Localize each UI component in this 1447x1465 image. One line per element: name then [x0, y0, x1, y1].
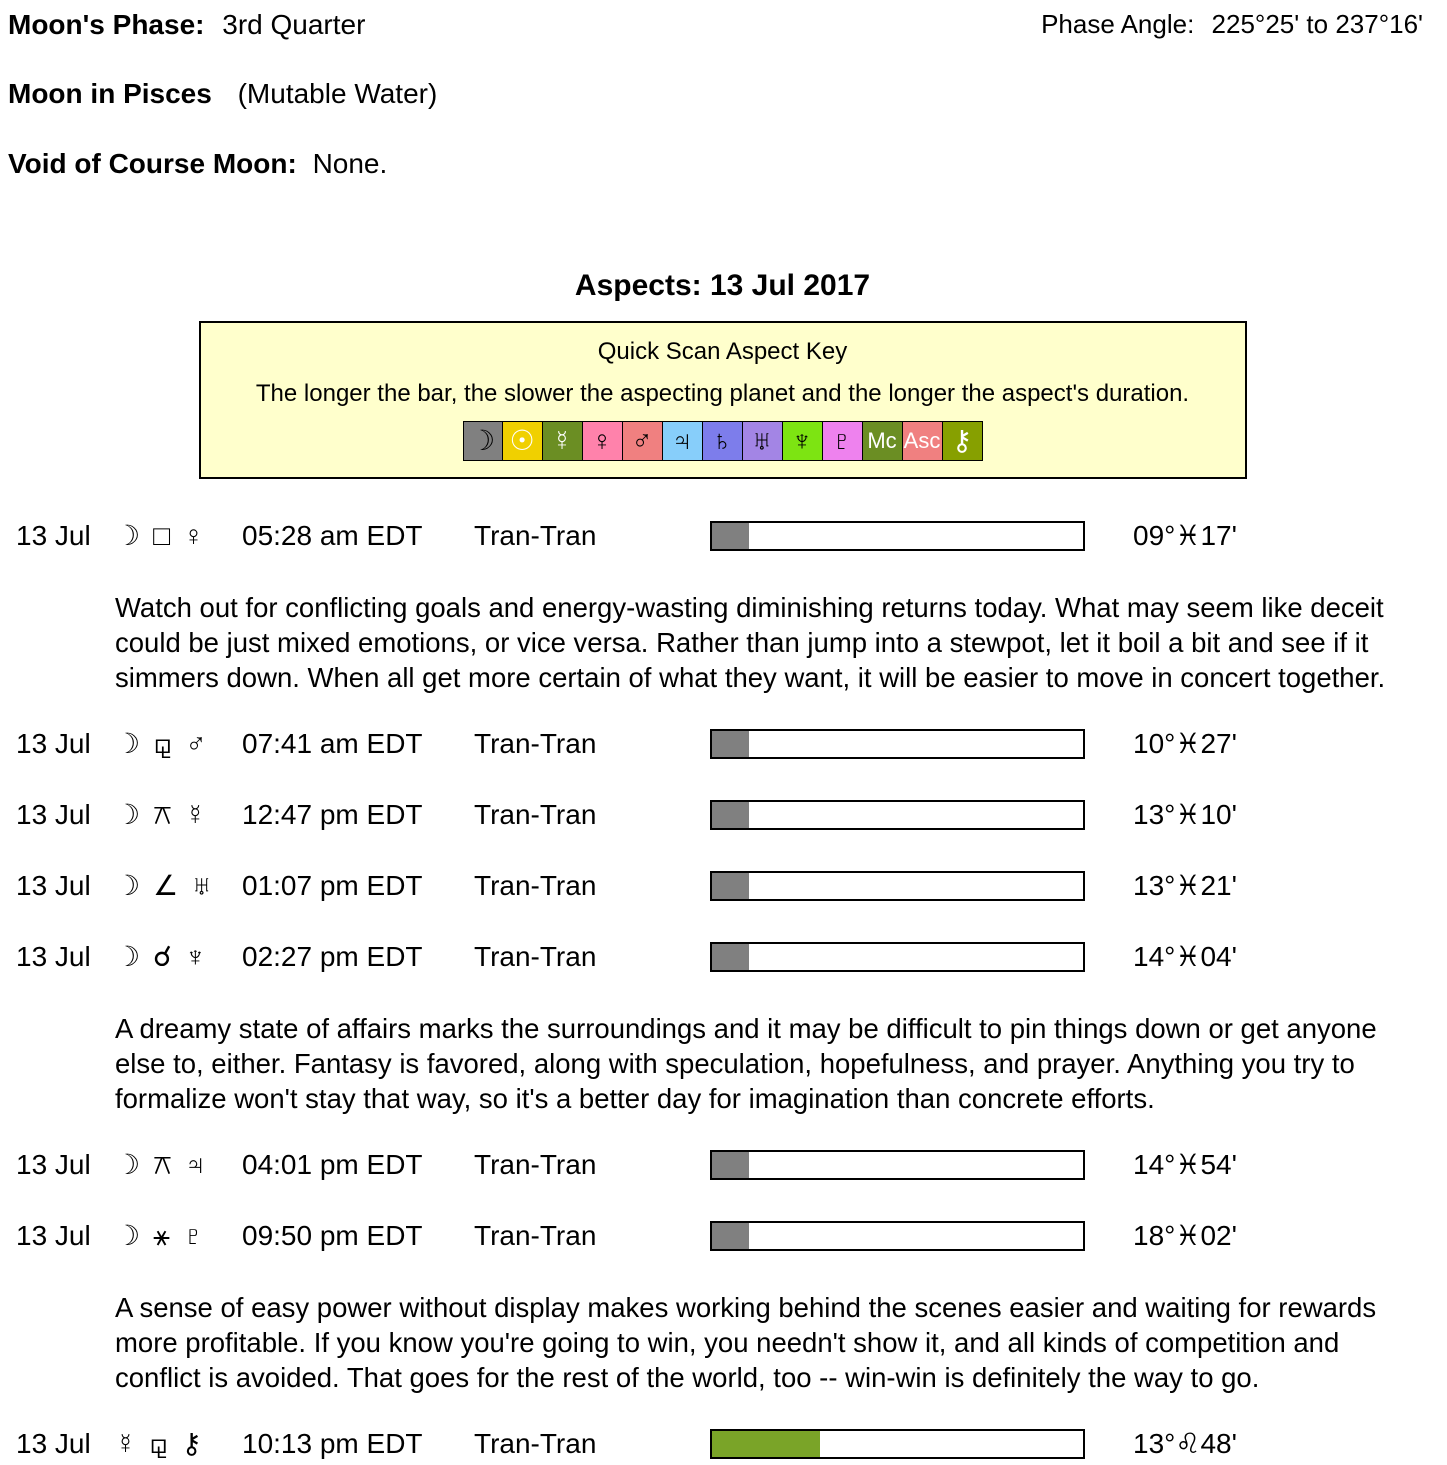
aspect-date: 13 Jul [16, 799, 91, 830]
duration-bar [710, 1150, 1085, 1180]
aspect-date: 13 Jul [16, 1428, 91, 1459]
aspect-glyphs [115, 1219, 242, 1253]
aspect-description: A dreamy state of affairs marks the surroundings and it may be difficult to pin things down or get anyone else to, either. Fantasy is favored, along with speculation, hopefulness, and prayer. Anything you try to formalize won't stay that way, so it's a better day for imagination than concrete efforts. [115, 1013, 1377, 1114]
neptune-glyph: ♆ [184, 941, 206, 972]
aspect-position: 10°♓27' [1133, 728, 1237, 759]
sextile-aspect-glyph: ⚹ [153, 1220, 170, 1251]
moon-glyph: ☽ [115, 1220, 141, 1251]
aspect-time: 10:13 pm EDT [242, 1428, 423, 1459]
aspect-glyphs [115, 798, 242, 832]
key-title: Quick Scan Aspect Key [597, 338, 848, 365]
aspect-type: Tran-Tran [474, 799, 597, 830]
moon-glyph: ☽ [115, 728, 141, 759]
moon-sign-label: Moon in Pisces [8, 78, 212, 109]
sesquiquadrate-aspect-glyph: ⚼ [149, 1428, 169, 1459]
sun-icon: ☉ [503, 421, 543, 461]
duration-bar-fill [712, 873, 749, 899]
aspect-position: 13°♓21' [1133, 870, 1237, 901]
aspect-date: 13 Jul [16, 728, 91, 759]
duration-bar-fill [712, 1223, 749, 1249]
aspect-position: 14°♓54' [1133, 1149, 1237, 1180]
aspect-date: 13 Jul [16, 520, 91, 551]
aspect-type: Tran-Tran [474, 1428, 597, 1459]
mercury-icon: ☿ [543, 421, 583, 461]
aspect-position: 09°♓17' [1133, 520, 1237, 551]
phase-angle-value: 225°25' to 237°16' [1211, 9, 1423, 39]
aspect-time: 05:28 am EDT [242, 520, 423, 551]
duration-bar [710, 1429, 1085, 1459]
aspect-type: Tran-Tran [474, 1220, 597, 1251]
mars-icon: ♂ [623, 421, 663, 461]
aspect-time: 02:27 pm EDT [242, 941, 423, 972]
aspect-position: 14°♓04' [1133, 941, 1237, 972]
moon-phase-value: 3rd Quarter [222, 9, 366, 40]
aspect-type: Tran-Tran [474, 941, 597, 972]
square-aspect-glyph: □ [153, 520, 171, 551]
duration-bar [710, 1221, 1085, 1251]
moon-phase-label: Moon's Phase: [8, 9, 205, 40]
quick-scan-aspect-key [199, 321, 1247, 479]
aspect-time: 04:01 pm EDT [242, 1149, 423, 1180]
chiron-icon: ⚷ [943, 421, 983, 461]
pluto-icon: ♇ [823, 421, 863, 461]
void-of-course-line [8, 147, 1437, 181]
aspect-row [8, 1148, 1437, 1182]
aspect-row [8, 727, 1437, 761]
planet-color-key-strip [201, 421, 1245, 461]
aspect-row [8, 869, 1437, 903]
duration-bar-fill [712, 523, 749, 549]
mercury-glyph: ☿ [115, 1428, 136, 1459]
aspect-row [8, 519, 1437, 553]
saturn-icon: ♄ [703, 421, 743, 461]
mercury-glyph: ☿ [184, 799, 206, 830]
jupiter-icon: ♃ [663, 421, 703, 461]
duration-bar [710, 800, 1085, 830]
semisquare-aspect-glyph: ∠ [153, 870, 179, 901]
void-of-course-value: None. [312, 148, 388, 179]
duration-bar-fill [712, 944, 749, 970]
venus-glyph: ♀ [183, 520, 205, 551]
uranus-icon: ♅ [743, 421, 783, 461]
duration-bar-fill [712, 1152, 749, 1178]
jupiter-glyph: ♃ [184, 1149, 206, 1180]
aspect-time: 07:41 am EDT [242, 728, 423, 759]
aspect-row [8, 940, 1437, 974]
aspect-date: 13 Jul [16, 941, 91, 972]
aspect-list [8, 519, 1437, 1461]
aspect-position: 18°♓02' [1133, 1220, 1237, 1251]
venus-icon: ♀ [583, 421, 623, 461]
aspect-date: 13 Jul [16, 1149, 91, 1180]
moon-glyph: ☽ [115, 1149, 141, 1180]
duration-bar-fill [712, 731, 749, 757]
aspect-description: Watch out for conflicting goals and energy-wasting diminishing returns today. What may seem like deceit could be just mixed emotions, or vice versa. Rather than jump into a stewpot, let it boil a bit and see if it simmers down. When all get more certain of what they want, it will be easier to move in concert together. [115, 592, 1386, 693]
duration-bar [710, 942, 1085, 972]
moon-icon: ☽ [463, 421, 503, 461]
moon-glyph: ☽ [115, 870, 141, 901]
ascendant-icon: Asc [903, 421, 943, 461]
moon-glyph: ☽ [115, 941, 141, 972]
header-top-line [8, 8, 1437, 42]
aspect-glyphs [115, 869, 242, 903]
aspects-title: Aspects: 13 Jul 2017 [574, 269, 871, 302]
aspect-row [8, 1427, 1437, 1461]
midheaven-icon: Mc [863, 421, 903, 461]
quincunx-aspect-glyph: ⚻ [153, 799, 172, 830]
aspect-type: Tran-Tran [474, 520, 597, 551]
aspect-position: 13°♓10' [1133, 799, 1237, 830]
phase-angle-line [1041, 8, 1437, 40]
duration-bar-fill [712, 802, 749, 828]
duration-bar [710, 871, 1085, 901]
moon-glyph: ☽ [115, 799, 141, 830]
duration-bar [710, 729, 1085, 759]
aspect-glyphs [115, 940, 242, 974]
aspect-type: Tran-Tran [474, 728, 597, 759]
aspect-row [8, 798, 1437, 832]
quincunx-aspect-glyph: ⚻ [153, 1149, 172, 1180]
aspect-type: Tran-Tran [474, 870, 597, 901]
moon-glyph: ☽ [115, 520, 141, 551]
pluto-glyph: ♇ [182, 1220, 204, 1251]
aspect-glyphs [115, 1427, 242, 1461]
aspect-position: 13°♌48' [1133, 1428, 1237, 1459]
aspect-type: Tran-Tran [474, 1149, 597, 1180]
aspect-description: A sense of easy power without display makes working behind the scenes easier and waiting for rewards more profitable. If you know you're going to win, you needn't show it, and all kinds of competition and conflict is avoided. That goes for the rest of the world, too -- win-win is definitely the way to go. [115, 1292, 1377, 1393]
sesquiquadrate-aspect-glyph: ⚼ [153, 728, 173, 759]
aspect-glyphs [115, 727, 242, 761]
aspect-glyphs [115, 1148, 242, 1182]
moon-sign-line [8, 77, 1437, 111]
duration-bar-fill [712, 1431, 820, 1457]
void-of-course-label: Void of Course Moon: [8, 148, 297, 179]
aspect-date: 13 Jul [16, 1220, 91, 1251]
aspect-time: 12:47 pm EDT [242, 799, 423, 830]
aspect-date: 13 Jul [16, 870, 91, 901]
chiron-glyph: ⚷ [181, 1428, 202, 1459]
mars-glyph: ♂ [185, 728, 207, 759]
conjunction-aspect-glyph: ☌ [153, 941, 172, 972]
aspect-time: 01:07 pm EDT [242, 870, 423, 901]
moon-phase-line [8, 8, 365, 42]
moon-sign-note: (Mutable Water) [237, 78, 438, 109]
aspect-time: 09:50 pm EDT [242, 1220, 423, 1251]
aspect-row [8, 1219, 1437, 1253]
aspect-glyphs [115, 519, 242, 553]
neptune-icon: ♆ [783, 421, 823, 461]
phase-angle-label: Phase Angle: [1041, 9, 1195, 39]
key-subtitle: The longer the bar, the slower the aspecting planet and the longer the aspect's duration. [255, 380, 1190, 407]
uranus-glyph: ♅ [191, 870, 213, 901]
duration-bar [710, 521, 1085, 551]
